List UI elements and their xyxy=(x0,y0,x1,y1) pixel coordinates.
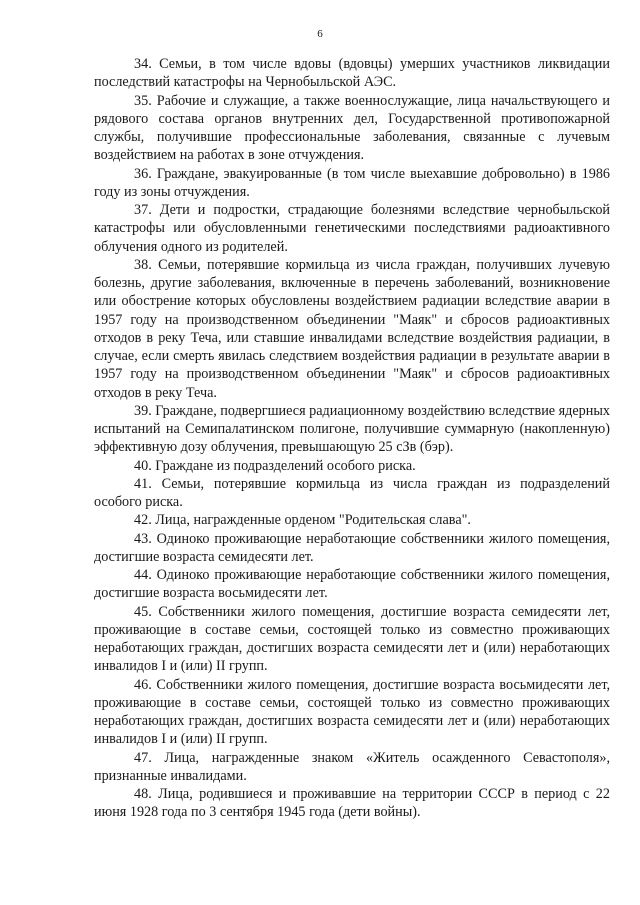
item-text: Рабочие и служащие, а также военнослужащие, лица начальствующего и рядового состава органов внутренних дел, Государственной противопожарной службы, получившие профессиональные заболевания, связанные с лучевым воздействием на работах в зоне отчуждения. xyxy=(94,92,611,164)
list-item xyxy=(94,511,610,529)
item-number: 44. xyxy=(134,567,152,583)
item-text: Дети и подростки, страдающие болезнями вследствие чернобыльской катастрофы или обусловленными генетическими последствиями радиоактивного облучения одного из родителей. xyxy=(94,202,611,255)
item-number: 36. xyxy=(134,165,152,182)
list-item xyxy=(94,165,610,202)
list-item xyxy=(94,256,610,402)
item-text: Граждане, эвакуированные (в том числе выехавшие добровольно) в 1986 году из зоны отчуждения. xyxy=(94,165,611,200)
item-text: Граждане из подразделений особого риска. xyxy=(155,457,416,474)
item-number: 40. xyxy=(134,457,152,474)
item-number: 39. xyxy=(134,402,152,419)
item-number: 48. xyxy=(134,786,152,802)
item-number: 47. xyxy=(134,749,152,766)
item-number: 42. xyxy=(134,512,152,529)
list-item xyxy=(94,749,610,786)
list-item xyxy=(94,55,610,92)
list-item xyxy=(94,475,610,512)
item-text: Граждане, подвергшиеся радиационному воздействию вследствие ядерных испытаний на Семипалатинском полигоне, получившие суммарную (накопленную) эффективную дозу облучения, превышающую 25 сЗв (бэр). xyxy=(94,402,610,456)
list-item xyxy=(94,457,610,475)
item-number: 37. xyxy=(134,202,152,218)
item-number: 38. xyxy=(134,256,152,273)
item-number: 41. xyxy=(134,475,152,492)
item-text: Одиноко проживающие неработающие собственники жилого помещения, достигшие возраста восьмидесяти лет. xyxy=(94,567,610,602)
item-text: Лица, награжденные орденом "Родительская слава". xyxy=(155,512,471,529)
item-text: Семьи, потерявшие кормильца из числа граждан из подразделений особого риска. xyxy=(94,475,610,510)
list-item xyxy=(94,92,610,165)
list-item xyxy=(94,785,610,822)
item-text: Семьи, потерявшие кормильца из числа граждан, получивших лучевую болезнь, другие заболевания, включенные в перечень заболеваний, возникновение или обострение которых обусловлены воздействием радиации вследствие аварии в 1957 году на производственном объединении "Маяк" и сбросов радиоактивных отходов в реку Теча, или ставшие инвалидами вследствие воздействия радиации, в случае, если смерть явилась следствием воздействия радиации в результате аварии в 1957 году на производственном объединении "Маяк" и сбросов радиоактивных отходов в реку Теча. xyxy=(94,256,611,401)
list-item xyxy=(94,402,610,457)
item-number: 45. xyxy=(134,603,152,620)
document-body xyxy=(94,55,610,822)
list-item xyxy=(94,676,610,749)
item-text: Семьи, в том числе вдовы (вдовцы) умерших участников ликвидации последствий катастрофы на Чернобыльской АЭС. xyxy=(94,56,610,91)
item-text: Собственники жилого помещения, достигшие возраста восьмидесяти лет, проживающие в составе семьи, состоящей только из совместно проживающих неработающих граждан, достигших возраста семидесяти лет и (или) неработающих инвалидов I и (или) II групп. xyxy=(94,676,610,748)
item-text: Собственники жилого помещения, достигшие возраста семидесяти лет, проживающие в составе семьи, состоящей только из совместно проживающих неработающих граждан, достигших возраста семидесяти лет и (или) неработающих инвалидов I и (или) II групп. xyxy=(94,603,610,675)
item-number: 35. xyxy=(134,92,152,109)
item-number: 34. xyxy=(134,56,152,72)
page-number: 6 xyxy=(317,28,323,40)
item-number: 43. xyxy=(134,530,152,547)
list-item xyxy=(94,566,610,603)
item-text: Одиноко проживающие неработающие собственники жилого помещения, достигшие возраста семидесяти лет. xyxy=(94,530,610,565)
list-item xyxy=(94,530,610,567)
list-item xyxy=(94,201,610,256)
list-item xyxy=(94,603,610,676)
item-number: 46. xyxy=(134,676,152,693)
item-text: Лица, награжденные знаком «Житель осажденного Севастополя», признанные инвалидами. xyxy=(94,749,610,784)
item-text: Лица, родившиеся и проживавшие на территории СССР в период с 22 июня 1928 года по 3 сентября 1945 года (дети войны). xyxy=(94,786,610,821)
